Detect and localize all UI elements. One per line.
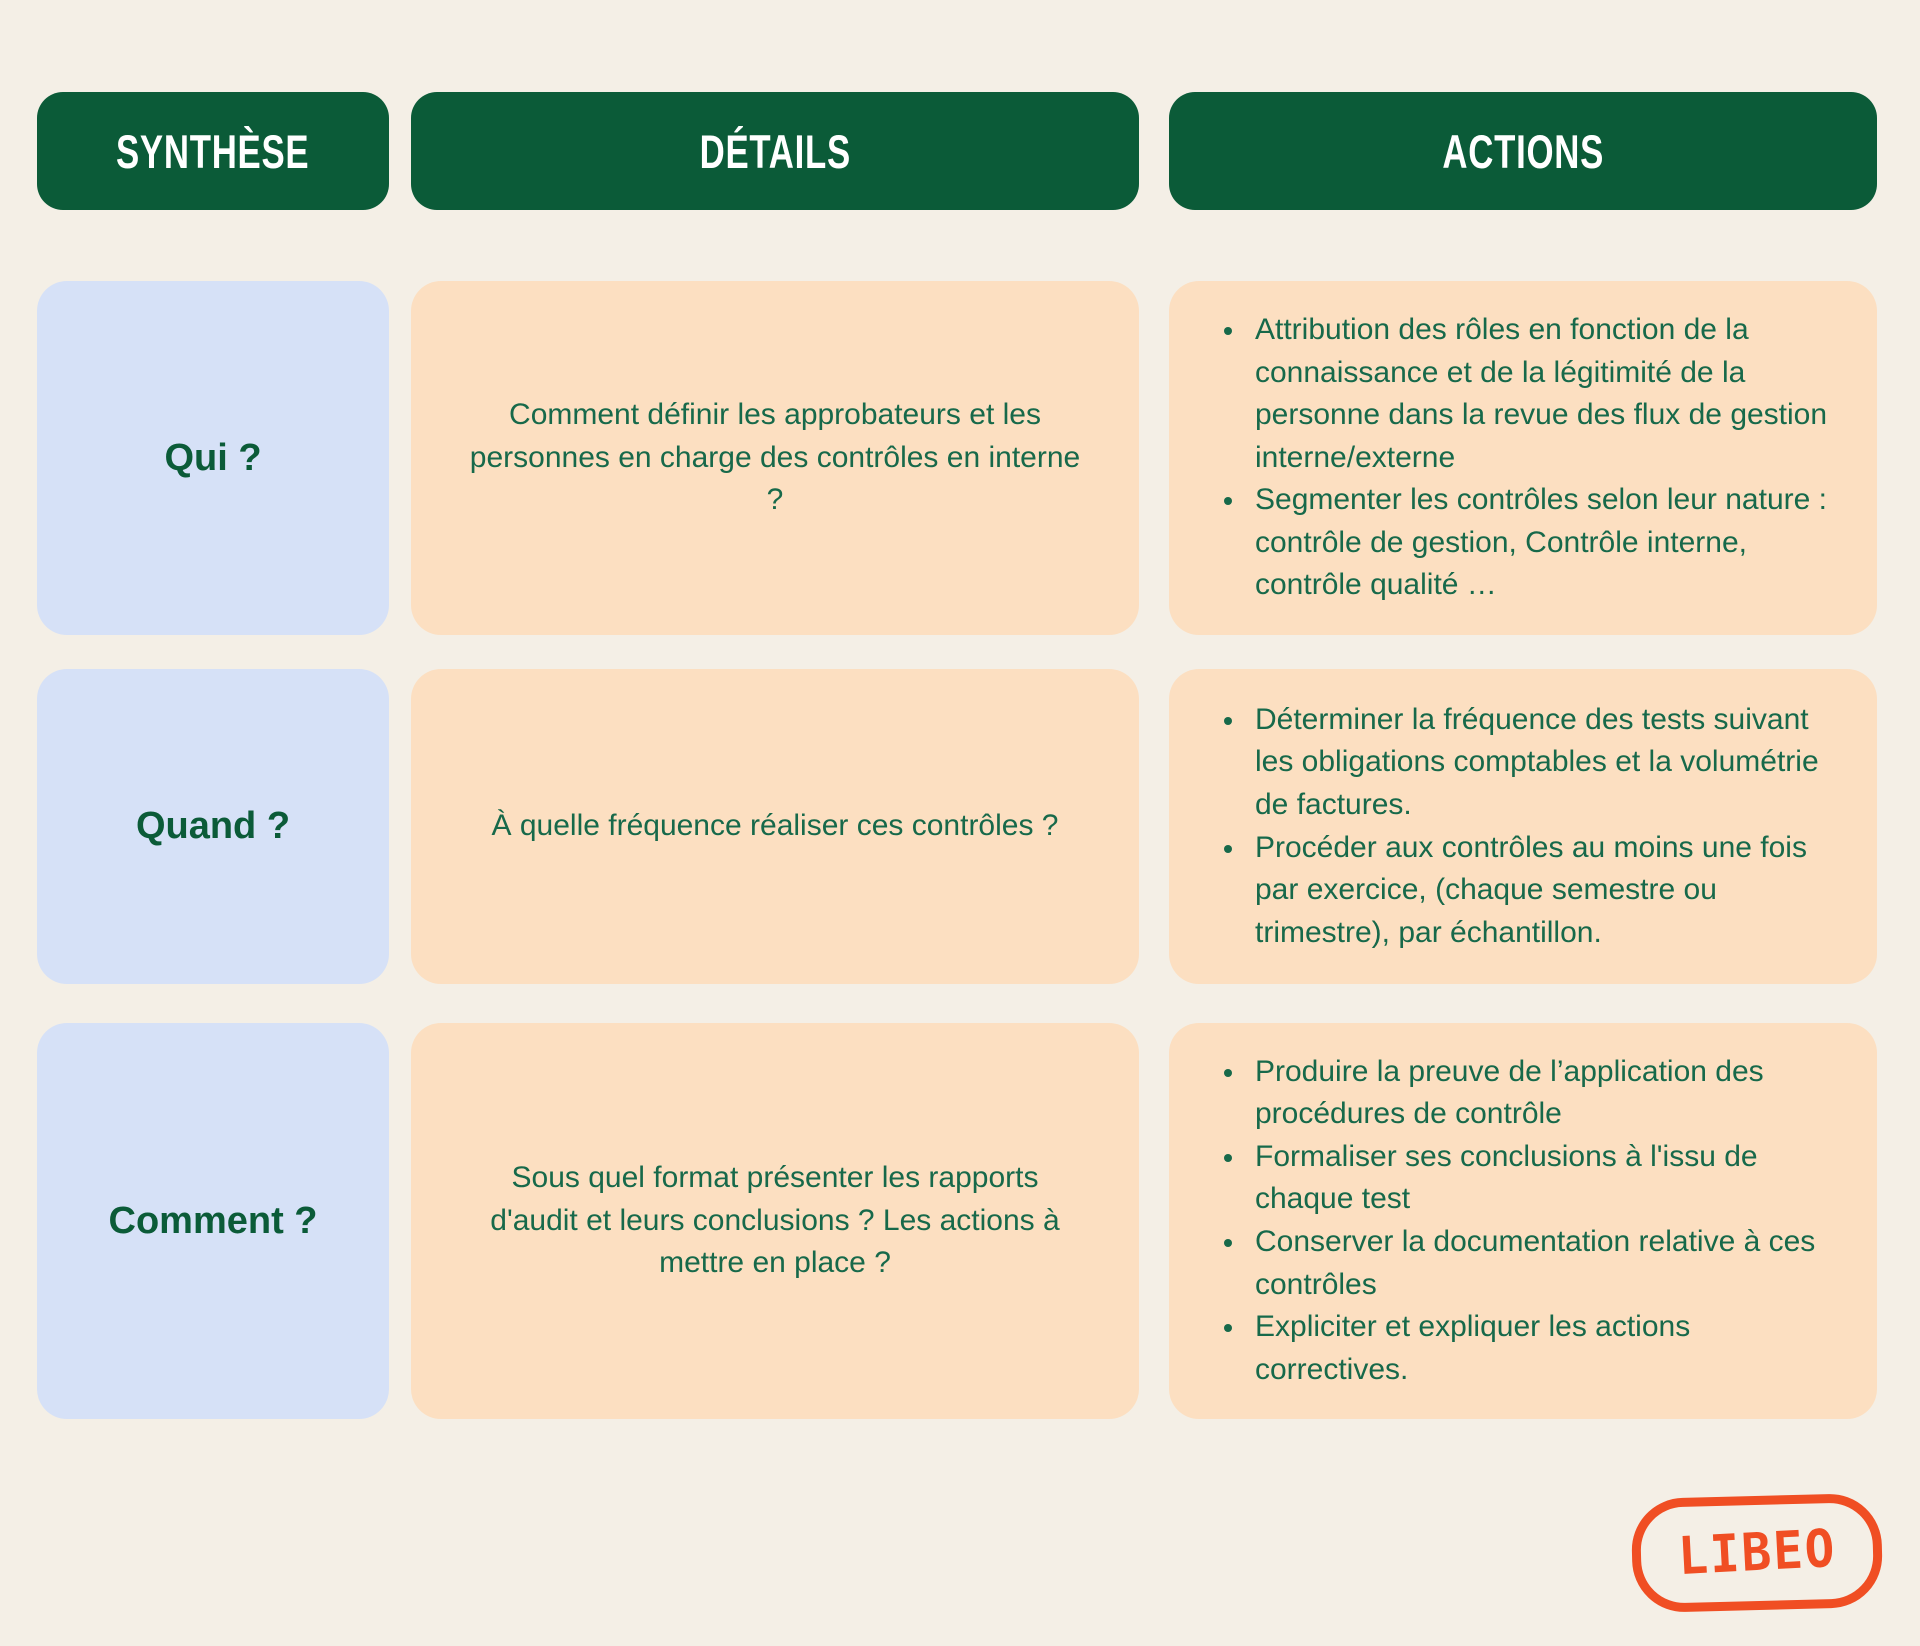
- action-item: • Conserver la documentation relative à ces contrôles: [1247, 1221, 1831, 1306]
- row-label-quand: Quand ?: [135, 805, 291, 847]
- action-item: • Formaliser ses conclusions à l'issu de chaque test: [1247, 1136, 1831, 1221]
- header-details: [411, 92, 1139, 210]
- row-label-comment: Comment ?: [108, 1199, 318, 1242]
- details-cell-qui: [411, 281, 1139, 635]
- libeo-logo: [1631, 1493, 1884, 1614]
- header-synthese: [37, 92, 389, 210]
- synthese-cell-qui: [37, 281, 389, 635]
- actions-cell-quand: [1169, 669, 1877, 984]
- header-details-label: DÉTAILS: [699, 124, 851, 178]
- action-item: • Attribution des rôles en fonction de la connaissance et de la légitimité de la personne dans la revue des flux de gestion interne/externe: [1247, 309, 1831, 479]
- actions-list-comment: [1203, 1051, 1831, 1392]
- actions-list-qui: [1203, 309, 1831, 607]
- action-item: • Déterminer la fréquence des tests suivant les obligations comptables et la volumétrie de factures.: [1247, 699, 1831, 827]
- action-item: • Produire la preuve de l’application des procédures de contrôle: [1247, 1051, 1831, 1136]
- action-item: • Segmenter les contrôles selon leur nature : contrôle de gestion, Contrôle interne, contrôle qualité …: [1247, 479, 1831, 607]
- synthese-cell-quand: [37, 669, 389, 984]
- actions-list-quand: [1203, 699, 1831, 955]
- synthese-cell-comment: [37, 1023, 389, 1419]
- details-text-qui: Comment définir les approbateurs et les personnes en charge des contrôles en interne ?: [469, 398, 1081, 517]
- row-label-qui: Qui ?: [164, 436, 262, 479]
- details-text-quand: À quelle fréquence réaliser ces contrôles ?: [491, 809, 1059, 843]
- header-synthese-label: SYNTHÈSE: [116, 124, 310, 178]
- actions-cell-qui: [1169, 281, 1877, 635]
- libeo-logo-text: LIBEO: [1676, 1518, 1838, 1588]
- details-text-comment: Sous quel format présenter les rapports d'audit et leurs conclusions ? Les actions à mettre en place ?: [490, 1161, 1060, 1280]
- details-cell-quand: [411, 669, 1139, 984]
- header-actions: [1169, 92, 1877, 210]
- actions-cell-comment: [1169, 1023, 1877, 1419]
- action-item: • Procéder aux contrôles au moins une fois par exercice, (chaque semestre ou trimestre), par échantillon.: [1247, 827, 1831, 955]
- details-cell-comment: [411, 1023, 1139, 1419]
- action-item: • Expliciter et expliquer les actions correctives.: [1247, 1306, 1831, 1391]
- header-actions-label: ACTIONS: [1442, 124, 1604, 178]
